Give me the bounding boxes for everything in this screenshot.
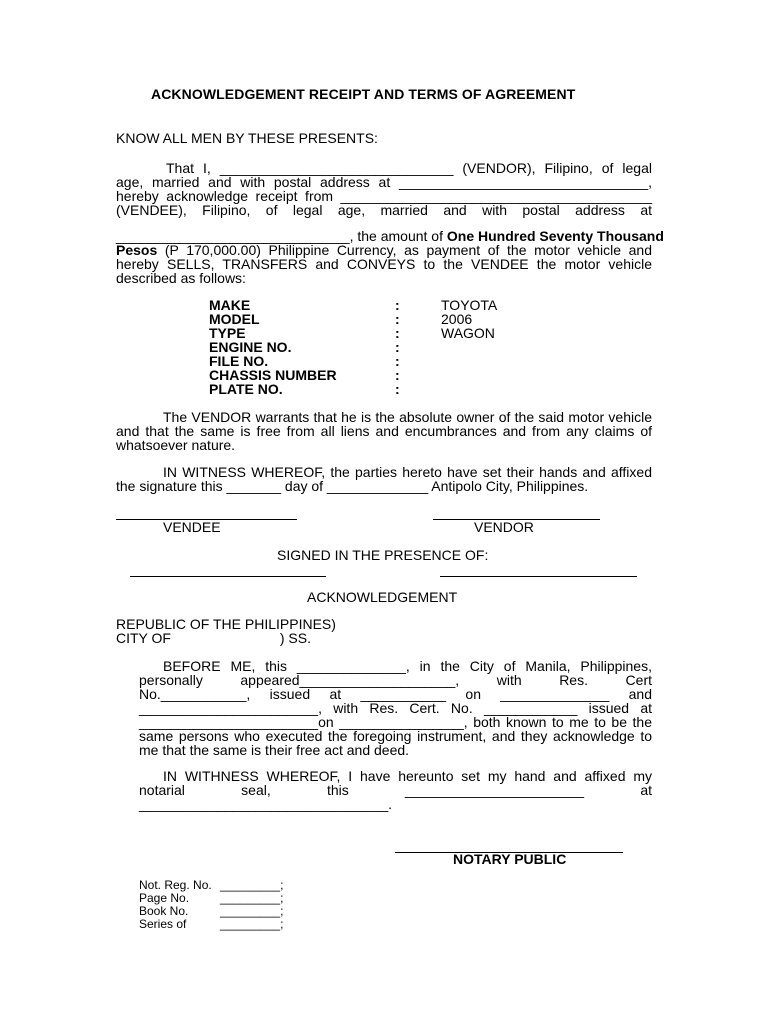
notary-label: NOTARY PUBLIC [453, 851, 567, 867]
registry-blank: _________; [220, 891, 284, 905]
vendee-label: VENDEE [163, 519, 221, 535]
vendor-label: VENDOR [474, 519, 534, 535]
para1-line2: age, married and with postal address at ________________________________, [116, 174, 652, 190]
registry-label: Page No. [139, 891, 190, 905]
witness2-line1: IN WITHNESS WHEREOF, I have hereunto set my hand and affixed my [163, 768, 652, 784]
vehicle-colon: : [395, 353, 400, 369]
vehicle-label: TYPE [209, 325, 246, 341]
para1-line3: hereby acknowledge receipt from ________________________________________ [116, 188, 652, 204]
before-line2: personally appeared____________________, with Res. Cert [139, 672, 652, 688]
vehicle-colon: : [395, 339, 400, 355]
registry-label: Book No. [139, 904, 189, 918]
warranty-line2: and that the same is free from all liens and encumbrances and from any claims of [116, 423, 652, 439]
para1-line6 [116, 243, 652, 257]
witness-line2: the signature this _______ day of _____________ Antipolo City, Philippines. [116, 478, 589, 494]
before-line1: BEFORE ME, this ______________, in the City of Manila, Philippines, [163, 658, 652, 674]
amount-words: One Hundred Seventy Thousand [446, 228, 664, 244]
before-line7: me that the same is their free act and deed. [139, 742, 410, 758]
vehicle-colon: : [395, 325, 400, 341]
vehicle-label: ENGINE NO. [209, 339, 292, 355]
para1-line6-text: (P 170,000.00) Philippine Currency, as payment of the motor vehicle and [157, 242, 652, 258]
before-line3: No.___________, issued at ___________ on ______________ and [139, 686, 652, 702]
before-line6: same persons who executed the foregoing instrument, and they acknowledge to [139, 728, 652, 744]
witness2-signature-line [440, 576, 637, 577]
city-line: CITY OF ) SS. [116, 630, 311, 646]
vehicle-colon: : [395, 381, 400, 397]
witness2-line2: notarial seal, this _______________________ at [139, 782, 652, 798]
para1-line1: That I, ______________________________ (VENDOR), Filipino, of legal [166, 160, 652, 176]
registry-blank: _________; [220, 917, 284, 931]
witness1-signature-line [130, 576, 326, 577]
para1-line7: hereby SELLS, TRANSFERS and CONVEYS to the VENDEE the motor vehicle [116, 256, 652, 272]
before-line4: _______________________, with Res. Cert. No. ____________ issued at [139, 700, 652, 716]
republic-line: REPUBLIC OF THE PHILIPPINES) [116, 616, 336, 632]
ack-heading: ACKNOWLEDGEMENT [307, 589, 458, 605]
witness-line1: IN WITNESS WHEREOF, the parties hereto have set their hands and affixed [163, 464, 652, 480]
vehicle-colon: : [395, 297, 400, 313]
registry-blank: _________; [220, 878, 284, 892]
vehicle-colon: : [395, 311, 400, 327]
vehicle-label: FILE NO. [209, 353, 269, 369]
vehicle-label: MAKE [209, 297, 251, 313]
warranty-line3: whatsoever nature. [116, 437, 236, 453]
vehicle-label: PLATE NO. [209, 381, 283, 397]
intro-text: KNOW ALL MEN BY THESE PRESENTS: [116, 130, 378, 146]
registry-blank: _________; [220, 904, 284, 918]
registry-label: Series of [139, 917, 187, 931]
vehicle-colon: : [395, 367, 400, 383]
vehicle-value: TOYOTA [441, 297, 498, 313]
before-line5: _______________________on ________________, both known to me to be the [139, 714, 652, 730]
para1-line5-text: ______________________________, the amount of [116, 228, 447, 244]
para1-line4: (VENDEE), Filipino, of legal age, married and with postal address at [116, 202, 652, 218]
registry-label: Not. Reg. No. [139, 878, 212, 892]
para1-line5 [116, 228, 664, 244]
warranty-line1: The VENDOR warrants that he is the absolute owner of the said motor vehicle [163, 409, 652, 425]
vehicle-label: MODEL [209, 311, 260, 327]
document-title: ACKNOWLEDGEMENT RECEIPT AND TERMS OF AGREEMENT [151, 86, 576, 102]
amount-words-pesos: Pesos [116, 242, 158, 258]
vehicle-label: CHASSIS NUMBER [209, 367, 337, 383]
vehicle-value: WAGON [441, 325, 495, 341]
witness2-line3: ________________________________. [139, 796, 393, 812]
vehicle-value: 2006 [441, 311, 473, 327]
para1-line8: described as follows: [116, 270, 246, 286]
presence-label: SIGNED IN THE PRESENCE OF: [277, 547, 489, 563]
